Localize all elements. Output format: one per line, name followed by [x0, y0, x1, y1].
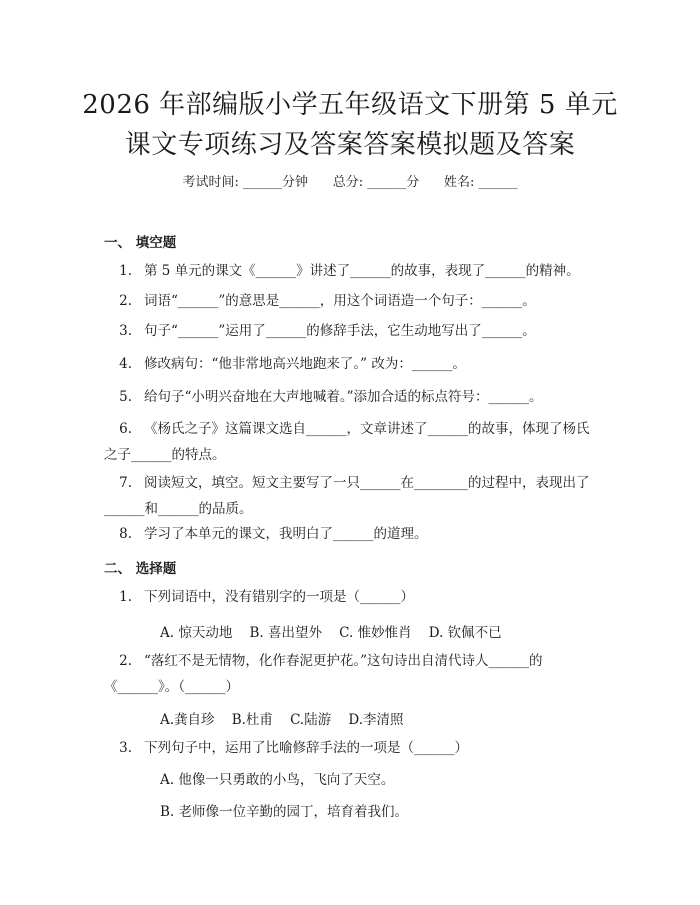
question-text: “落红不是无情物，化作春泥更护花。”这句诗出自清代诗人______的《______》。（______） — [104, 653, 543, 695]
question-number: 1. — [119, 589, 132, 605]
question-number: 7. — [119, 475, 132, 491]
question-number: 5. — [119, 389, 132, 405]
title-line-2: 课文专项练习及答案答案模拟题及答案 — [124, 130, 576, 160]
question-item — [104, 521, 600, 547]
question-number: 6. — [119, 421, 132, 437]
question-item — [104, 318, 600, 344]
question-text: 给句子“小明兴奋地在大声地喊着。”添加合适的标点符号：______。 — [144, 389, 543, 405]
question-text: 第 5 单元的课文《______》讲述了______的故事，表现了______的精神。 — [144, 263, 580, 279]
question-text: 学习了本单元的课文，我明白了______的道理。 — [144, 526, 428, 542]
answer-option-a: A. 他像一只勇敢的小鸟，飞向了天空。 — [160, 772, 395, 788]
question-item — [104, 384, 600, 410]
question-text: 修改病句：“他非常地高兴地跑来了。” 改为：______。 — [144, 356, 466, 372]
section-heading-multiple-choice: 二、 选择题 — [104, 561, 177, 577]
question-text: 《杨氏之子》这篇课文选自______，文章讲述了______的故事，体现了杨氏之子______的特点。 — [104, 421, 590, 463]
question-text: 阅读短文，填空。短文主要写了一只______在________的过程中，表现出了______和______的品质。 — [104, 475, 590, 517]
question-number: 2. — [119, 653, 132, 669]
answer-options: A.龚自珍 B.杜甫 C.陆游 D.李清照 — [160, 712, 404, 728]
question-item — [104, 288, 600, 314]
question-number: 3. — [119, 323, 132, 339]
title-line-1: 2026 年部编版小学五年级语文下册第 5 单元 — [82, 90, 618, 120]
question-item — [104, 470, 600, 522]
question-text: 下列句子中，运用了比喻修辞手法的一项是（______） — [144, 740, 468, 756]
question-number: 4. — [119, 356, 132, 372]
question-item — [104, 648, 600, 700]
answer-options: A. 惊天动地 B. 喜出望外 C. 惟妙惟肖 D. 钦佩不已 — [160, 625, 502, 641]
question-text: 词语“______”的意思是______，用这个词语造一个句子：______。 — [144, 293, 536, 309]
question-text: 下列词语中，没有错别字的一项是（______） — [144, 589, 414, 605]
answer-option-b: B. 老师像一位辛勤的园丁，培育着我们。 — [160, 804, 409, 820]
question-item — [104, 584, 600, 610]
question-text: 句子“______”运用了______的修辞手法，它生动地写出了______。 — [144, 323, 536, 339]
question-item — [104, 416, 600, 468]
question-number: 3. — [119, 740, 132, 756]
question-item — [104, 735, 600, 761]
question-item — [104, 351, 600, 377]
exam-info: 考试时间: ______分钟 总分: ______分 姓名: ______ — [182, 175, 518, 190]
question-item — [104, 258, 600, 284]
question-number: 2. — [119, 293, 132, 309]
section-heading-fill-blank: 一、 填空题 — [104, 235, 177, 251]
question-number: 1. — [119, 263, 132, 279]
question-number: 8. — [119, 526, 132, 542]
